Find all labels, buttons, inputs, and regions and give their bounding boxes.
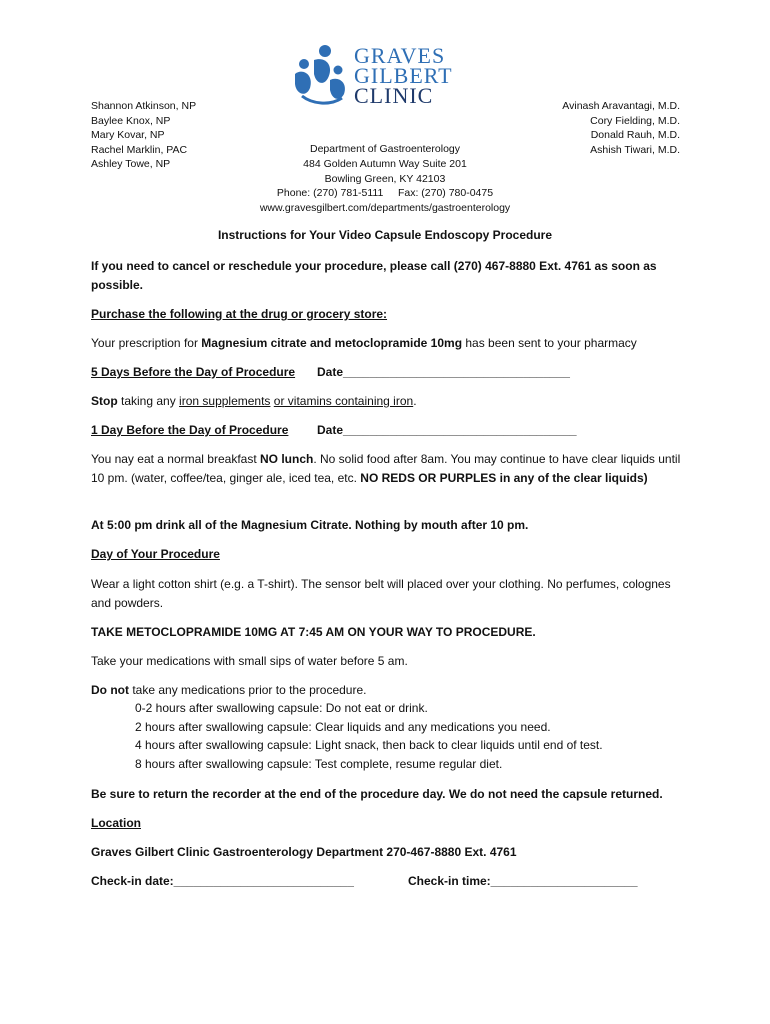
do-not-line: [91, 681, 366, 699]
schedule-item: 2 hours after swallowing capsule: Clear liquids and any medications you need.: [135, 720, 551, 734]
clinic-logo-mark-icon: [292, 44, 350, 108]
prescription-line: [91, 334, 637, 352]
purchase-heading: Purchase the following at the drug or grocery store:: [91, 307, 388, 321]
department-phone-fax: [200, 186, 570, 201]
clinic-logo-text: [354, 43, 453, 108]
prescription-pre: Your prescription for: [91, 336, 202, 350]
schedule-item: 8 hours after swallowing capsule: Test complete, resume regular diet.: [135, 757, 503, 771]
cancel-notice: If you need to cancel or reschedule your procedure, please call (270) 467-8880 Ext. 4761 as soon as possible.: [91, 259, 657, 292]
document-title: Instructions for Your Video Capsule Endoscopy Procedure: [217, 228, 553, 242]
breakfast-p1: You nay eat a normal breakfast: [91, 452, 260, 466]
schedule-item: 4 hours after swallowing capsule: Light snack, then back to clear liquids until end of test.: [135, 738, 603, 752]
wear-instruction: Wear a light cotton shirt (e.g. a T-shirt). The sensor belt will placed over your clothing. No perfumes, colognes and powders.: [91, 577, 671, 610]
staff-name: Mary Kovar, NP: [91, 129, 165, 141]
staff-name: Rachel Marklin, PAC: [91, 143, 188, 156]
day-of-heading: Day of Your Procedure: [91, 547, 220, 561]
logo-line-2: GILBERT: [354, 63, 453, 88]
one-day-row: [91, 421, 691, 439]
checkin-date-field[interactable]: Check-in date:___________________________: [91, 874, 354, 888]
department-address-1: 484 Golden Autumn Way Suite 201: [303, 157, 467, 170]
stop-vitamins: or vitamins containing iron: [273, 394, 414, 408]
department-info: [200, 142, 570, 216]
department-fax: Fax: (270) 780-0475: [397, 187, 494, 200]
one-day-date: Date___________________________________: [317, 423, 577, 437]
clinic-logo: [292, 44, 482, 112]
department-name: Department of Gastroenterology: [310, 143, 460, 155]
physician-name: Avinash Aravantagi, M.D.: [562, 100, 680, 112]
location-details: Graves Gilbert Clinic Gastroenterology Department 270-467-8880 Ext. 4761: [91, 845, 517, 859]
breakfast-paragraph: [91, 450, 683, 487]
return-recorder-instruction: Be sure to return the recorder at the end of the procedure day. We do not need the capsule returned.: [91, 787, 663, 801]
staff-list-left: [91, 99, 196, 172]
do-not-bold: Do not: [91, 683, 129, 697]
logo-line-3: CLINIC: [354, 83, 434, 108]
prescription-post: has been sent to your pharmacy: [462, 336, 637, 350]
metoclopramide-instruction: TAKE METOCLOPRAMIDE 10MG AT 7:45 AM ON YOUR WAY TO PROCEDURE.: [91, 625, 536, 639]
stop-bold: Stop: [91, 394, 118, 408]
magnesium-instruction: At 5:00 pm drink all of the Magnesium Citrate. Nothing by mouth after 10 pm.: [91, 518, 529, 532]
department-phone: Phone: (270) 781-5111: [276, 187, 384, 200]
physician-name: Ashish Tiwari, M.D.: [590, 143, 680, 156]
department-website: www.gravesgilbert.com/departments/gastroenterology: [259, 202, 511, 215]
staff-name: Shannon Atkinson, NP: [91, 100, 197, 112]
breakfast-no-lunch: NO lunch: [260, 452, 314, 466]
stop-iron: iron supplements: [179, 394, 271, 408]
stop-line: [91, 392, 417, 410]
five-days-heading: 5 Days Before the Day of Procedure: [91, 365, 296, 379]
stop-mid: taking any: [117, 394, 180, 408]
five-days-date: Date__________________________________: [317, 365, 570, 379]
logo-line-1: GRAVES: [354, 43, 446, 68]
department-address-2: Bowling Green, KY 42103: [324, 172, 446, 185]
physician-name: Cory Fielding, M.D.: [590, 114, 680, 127]
breakfast-no-reds: NO REDS OR PURPLES in any of the clear liquids): [360, 470, 648, 485]
staff-list-right: [562, 99, 680, 157]
breakfast-p2: . No solid food after 8am. You may continue to have clear liquids until 10 pm. (water, coffee/tea, ginger ale, iced tea, etc.: [91, 452, 681, 485]
schedule-item: 0-2 hours after swallowing capsule: Do not eat or drink.: [135, 701, 428, 715]
one-day-heading: 1 Day Before the Day of Procedure: [91, 423, 289, 437]
physician-name: Donald Rauh, M.D.: [590, 129, 680, 141]
five-days-row: [91, 363, 691, 381]
checkin-time-field[interactable]: Check-in time:______________________: [408, 874, 638, 888]
do-not-rest: take any medications prior to the procedure.: [129, 683, 367, 697]
location-heading: Location: [91, 816, 141, 830]
sips-instruction: Take your medications with small sips of water before 5 am.: [91, 654, 408, 668]
staff-name: Ashley Towe, NP: [91, 158, 171, 170]
prescription-medication: Magnesium citrate and metoclopramide 10mg: [201, 336, 463, 350]
staff-name: Baylee Knox, NP: [91, 114, 171, 127]
stop-end: .: [413, 394, 417, 408]
